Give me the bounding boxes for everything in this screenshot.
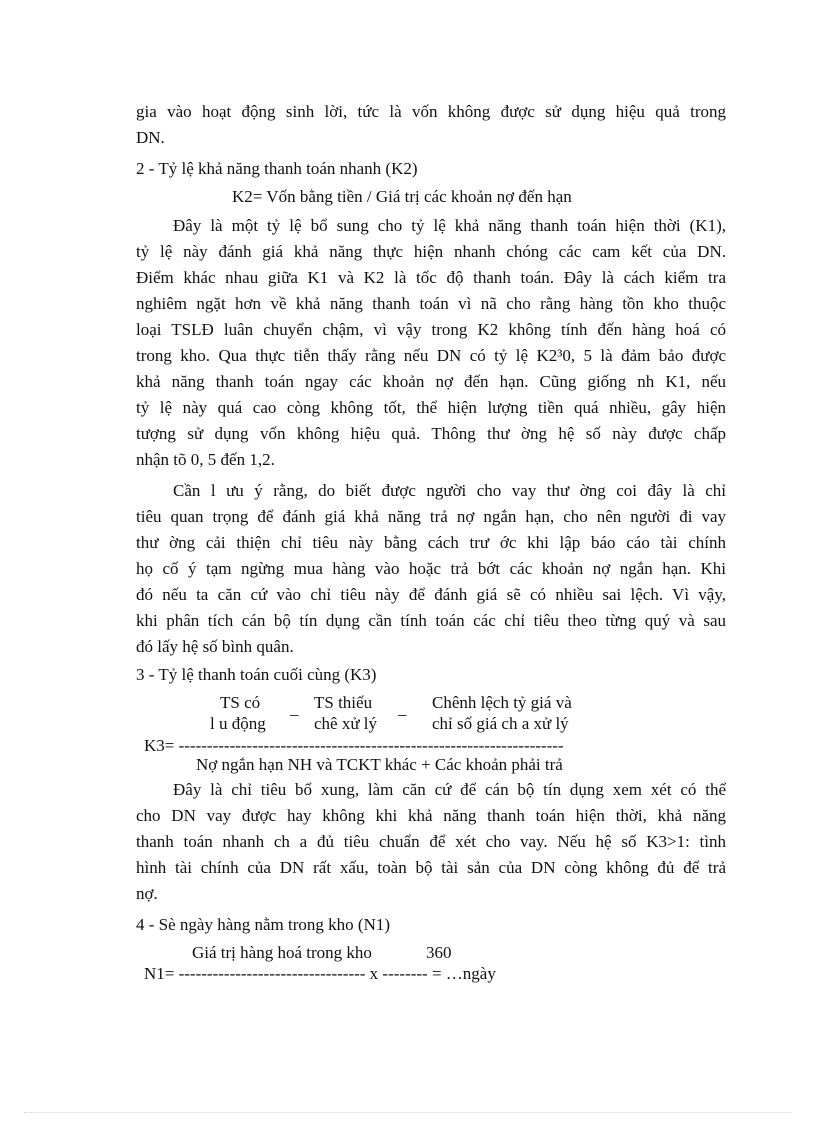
n1-formula: N1= --------------------------------- x -------- = …ngày: [144, 964, 496, 983]
k3-denominator: Nợ ngắn hạn NH và TCKT khác + Các khoản phải trả: [196, 755, 563, 774]
paragraph-line: nợ.: [136, 884, 158, 903]
paragraph-line: gia vào hoạt động sinh lời, tức là vốn không được sử dụng hiệu quả trong: [136, 102, 726, 121]
n1-360: 360: [426, 943, 452, 962]
paragraph-line: hình tài chính của DN rất xấu, toàn bộ tài sản của DN còng không đủ để trả: [136, 858, 726, 877]
paragraph-line: nhận tõ 0, 5 đến 1,2.: [136, 450, 275, 469]
paragraph-line: khi phân tích cán bộ tín dụng cần tính toán các chỉ tiêu theo từng quý và sau: [136, 611, 726, 630]
paragraph-line: trong kho. Qua thực tiễn thấy rằng nếu DN có tỷ lệ K2³0, 5 là đảm bảo được: [136, 346, 726, 365]
paragraph-line: Đây là một tỷ lệ bổ sung cho tỷ lệ khả năng thanh toán hiện thời (K1),: [173, 216, 726, 235]
k3-term-shortage: TS thiếu: [314, 693, 373, 712]
paragraph-line: thư ờng cải thiện chỉ tiêu này bằng cách trư ớc khi lập báo cáo tài chính: [136, 533, 726, 552]
paragraph-line: nghiêm ngặt hơn về khả năng thanh toán vì nã cho rằng hàng tồn kho thuộc: [136, 294, 726, 313]
paragraph-line: đó lấy hệ số bình quân.: [136, 637, 294, 656]
section-heading-k2: 2 - Tỷ lệ khả năng thanh toán nhanh (K2): [136, 159, 418, 178]
paragraph-line: cho DN vay được hay không khi khả năng thanh toán hiện thời, khả năng: [136, 806, 726, 825]
paragraph-line: tỷ lệ này đánh giá khả năng thực hiện nhanh chóng các cam kết của DN.: [136, 242, 726, 261]
paragraph-line: tiêu quan trọng để đánh giá khả năng trả nợ ngắn hạn, cho nên người đi vay: [136, 507, 726, 526]
section-heading-k3: 3 - Tỷ lệ thanh toán cuối cùng (K3): [136, 665, 377, 684]
k3-term-assets: TS có: [220, 693, 261, 712]
paragraph-line: loại TSLĐ luân chuyển chậm, vì vậy trong K2 không tính đến hàng hoá có: [136, 320, 726, 339]
k3-minus-1: _: [290, 699, 299, 718]
k2-formula: K2= Vốn bằng tiền / Giá trị các khoản nợ đến hạn: [232, 187, 572, 206]
k3-term-assets-2: l u động: [210, 714, 266, 733]
section-heading-n1: 4 - Sè ngày hàng nằm trong kho (N1): [136, 915, 391, 934]
page-footer-divider: [24, 1112, 792, 1113]
paragraph-line: đó nếu ta căn cứ vào chỉ tiêu này để đánh giá sẽ có nhiều sai lệch. Vì vậy,: [136, 585, 726, 604]
paragraph-line: tỷ lệ này quá cao còng không tốt, thể hiện lượng tiền quá nhiều, gây hiện: [136, 398, 726, 417]
paragraph-line: Điểm khác nhau giữa K1 và K2 là tốc độ thanh toán. Đây là cách kiểm tra: [136, 268, 726, 287]
k3-term-shortage-2: chê xử lý: [314, 714, 378, 733]
paragraph-line: họ cố ý tạm ngừng mua hàng vào hoặc trả bớt các khoản nợ ngắn hạn. Khi: [136, 559, 726, 578]
paragraph-line: DN.: [136, 128, 165, 147]
k3-term-exchange-2: chỉ số giá ch a xử lý: [432, 714, 569, 733]
k3-fraction-line: K3= --------------------------------------------------------------------: [144, 736, 564, 755]
paragraph-line: tượng sử dụng vốn không hiệu quả. Thông thư ờng hệ số này được chấp: [136, 424, 726, 443]
paragraph-line: thanh toán nhanh ch a đủ tiêu chuẩn để xét cho vay. Nếu hệ số K3>1: tình: [136, 832, 726, 851]
paragraph-line: Cần l ưu ý rằng, do biết được người cho vay thư ờng coi đây là chỉ: [173, 481, 726, 500]
paragraph-line: khả năng thanh toán ngay các khoản nợ đến hạn. Cũng giống nh K1, nếu: [136, 372, 726, 391]
k3-term-exchange: Chênh lệch tỷ giá và: [432, 693, 572, 712]
k3-minus-2: _: [398, 699, 407, 718]
n1-numerator: Giá trị hàng hoá trong kho: [192, 943, 372, 962]
paragraph-line: Đây là chỉ tiêu bổ xung, làm căn cứ để cán bộ tín dụng xem xét có thể: [173, 780, 726, 799]
